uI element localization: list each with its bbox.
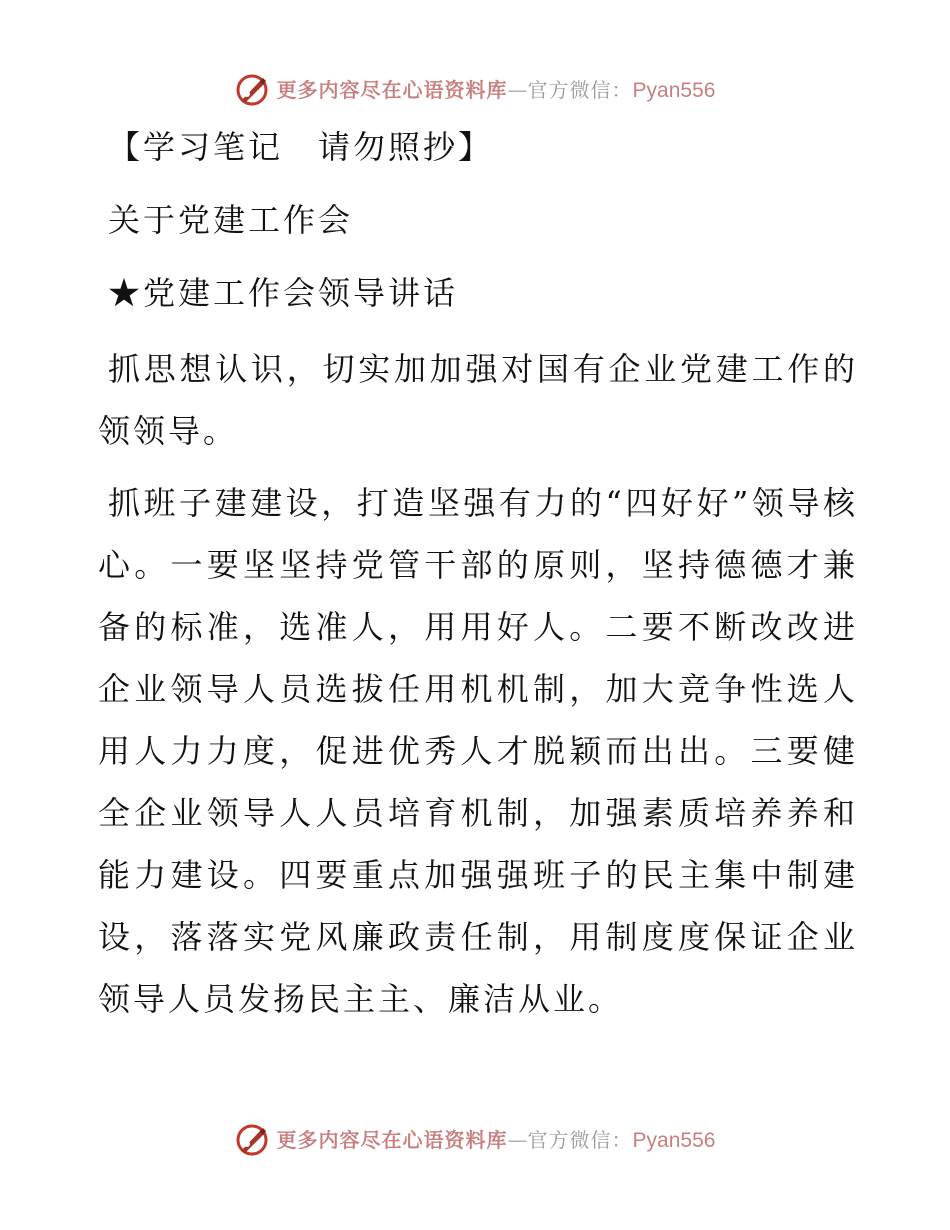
footer-watermark [0, 1120, 950, 1160]
paragraph-2: 抓班子建建设，打造坚强有力的“四好好”领导核心。一要坚坚持党管干部的原则，坚持德德才兼备的标准，选准人，用用好人。二要不断改改进企业领导人员选拔任用机机制，加大竞争性选人用人力力度，促进优秀人才脱颖而出出。三要健全企业领导人人员培育机制，加强素质培养养和能力建设。四要重点加强强班子的民主集中制建设，落落实党风廉政责任制，用制度度保证企业领导人员发扬民主主、廉洁从业。 [98, 484, 858, 1018]
watermark-wechat-id: Pyan556 [632, 1128, 716, 1152]
paragraph-1: 抓思想认识，切实加加强对国有企业党建工作的领领导。 [98, 350, 858, 450]
watermark-main-text: 更多内容尽在心语资料库 [276, 1127, 508, 1152]
watermark-wechat-label: 官方微信： [527, 1127, 633, 1152]
watermark-wechat-label: 官方微信： [527, 77, 633, 102]
header-watermark [0, 70, 950, 110]
watermark-separator: — [507, 1127, 528, 1152]
pen-circle-logo-icon [235, 73, 269, 107]
watermark-text [276, 1127, 716, 1152]
watermark-main-text: 更多内容尽在心语资料库 [276, 77, 508, 102]
watermark-separator: — [507, 77, 528, 102]
watermark-text [276, 77, 716, 102]
speech-heading: ★党建工作会领导讲话 [108, 274, 459, 312]
document-body [98, 120, 858, 1030]
pen-circle-logo-icon [235, 1123, 269, 1157]
watermark-wechat-id: Pyan556 [632, 78, 716, 102]
study-note-line: 【学习笔记 请勿照抄】 [108, 128, 494, 166]
document-title: 关于党建工作会 [108, 201, 354, 239]
